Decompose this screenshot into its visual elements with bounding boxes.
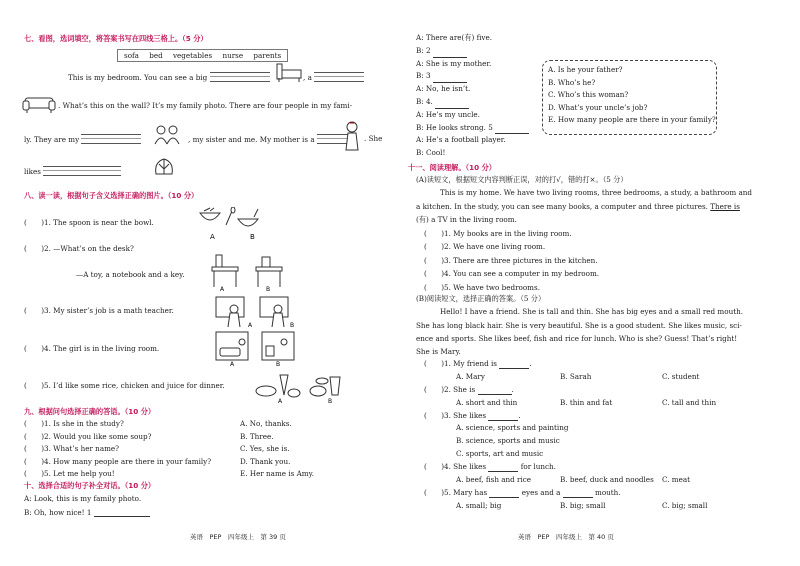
mc-option: C. big; small (662, 501, 708, 510)
passage-a-line: (有) a TV in the living room. (416, 215, 517, 224)
question-text: )5. I’d like some rice, chicken and juice for dinner. (41, 381, 225, 390)
s8-q4: ( )4. The girl is in the living room. (24, 344, 160, 353)
s7-text: , a (303, 73, 312, 82)
s9-q5: ( )5. Let me help you! (24, 469, 115, 478)
options-box (542, 60, 717, 135)
label-b: B (250, 233, 255, 241)
s9-q3: ( )3. What’s her name? (24, 444, 120, 453)
label-a: A (210, 233, 215, 241)
mc-q1: ( )1. My friend is . (424, 359, 532, 368)
question-text: )3. What’s her name? (41, 444, 120, 453)
nurse-icon (342, 120, 362, 152)
option-item: C. Who’s this woman? (548, 90, 629, 99)
mc-blank[interactable] (499, 368, 529, 369)
part-a-heading: (A)读短文，根据短文内容判断正误，对的打√，错的打×。（5 分） (416, 175, 628, 184)
food-icon (252, 367, 348, 403)
dialog-line: A: He’s my uncle. (416, 109, 480, 119)
dialog-text: B: 4. (416, 96, 433, 106)
tf-item: ( )4. You can see a computer in my bedroom. (424, 269, 600, 279)
part-b-heading: (B)阅读短文，选择正确的答案。（5 分） (416, 294, 546, 303)
question-text: )1. Is she in the study? (41, 419, 124, 428)
answer-option: B. Three. (240, 431, 274, 441)
dialog-line (416, 96, 529, 109)
tf-item: ( )5. We have two bedrooms. (424, 282, 540, 292)
room-icon (212, 330, 298, 366)
mc-q3: ( )3. She likes . (424, 411, 521, 420)
answer-option: C. Yes, she is. (240, 444, 290, 453)
label-a: A (248, 322, 253, 329)
question-text: )4. How many people are there in your family? (41, 456, 212, 466)
mc-blank[interactable] (478, 394, 512, 395)
dialog-blank-1[interactable] (94, 516, 150, 517)
bed-icon (275, 61, 303, 83)
right-footer: 英语 PEP 四年级上 第 40 页 (518, 533, 614, 541)
option-item: D. What’s your uncle’s job? (548, 102, 648, 112)
blank-5[interactable] (43, 166, 121, 176)
mc-option: A. beef, fish and rice (456, 475, 532, 484)
word-bank: sofa bed vegetables nurse parents (117, 49, 288, 62)
mc-option: B. science, sports and music (456, 436, 560, 445)
s8-q2b: —A toy, a notebook and a key. (76, 270, 185, 279)
s9-q1: ( )1. Is she in the study? (24, 419, 124, 428)
question-text: )1. My friend is (441, 359, 497, 368)
answer-option: A. No, thanks. (240, 419, 292, 428)
s7-text: ly. They are my (24, 135, 80, 144)
s9-answers (240, 418, 314, 481)
mc-blank[interactable] (563, 497, 593, 498)
s7-line4 (24, 166, 121, 176)
mc-q5: ( )5. Mary has eyes and a mouth. (424, 488, 621, 497)
dialog-text: B: He looks strong. 5 (416, 122, 493, 132)
mc-q4: ( )4. She likes for lunch. (424, 462, 556, 471)
passage-a-line (416, 202, 740, 211)
question-text: mouth. (595, 488, 621, 497)
s7-line3b (188, 134, 355, 144)
option-item: B. Who’s he? (548, 77, 596, 87)
mc-option: C. sports, art and music (456, 449, 544, 458)
question-text: )1. The spoon is near the bowl. (41, 218, 154, 227)
question-text: )3. My sister’s job is a math teacher. (41, 306, 174, 315)
mc-q2: ( )2. She is . (424, 385, 514, 394)
s9-q4: ( )4. How many people are there in your family? (24, 456, 212, 466)
mc-blank[interactable] (489, 497, 519, 498)
dialog-line (416, 70, 529, 83)
s10-line1: A: Look, this is my family photo. (24, 494, 142, 503)
s7-text: This is my bedroom. You can see a big (68, 73, 208, 82)
dialog-text: B: 3 (416, 71, 431, 81)
true-false-items (424, 227, 599, 294)
left-footer: 英语 PEP 四年级上 第 39 页 (190, 533, 286, 541)
dialog-text: B: 2 (416, 45, 431, 55)
label-b: B (290, 322, 295, 329)
label-b: B (276, 361, 281, 366)
dialog-line: A: No, he isn’t. (416, 84, 471, 94)
label-b: B (266, 286, 271, 291)
tf-text: )4. You can see a computer in my bedroom. (441, 269, 600, 279)
tf-item: ( )3. There are three pictures in the kitchen. (424, 255, 598, 265)
mc-blank[interactable] (488, 471, 518, 472)
question-text: )5. Let me help you! (41, 469, 115, 478)
section11-heading: 十一、阅读理解。（10 分） (408, 163, 496, 172)
question-text: )2. She is (441, 385, 476, 394)
passage-b-line: Hello! I have a friend. She is tall and thin. She has big eyes and a small red mouth. (440, 307, 744, 316)
s7-line1 (68, 72, 270, 82)
blank-2[interactable] (314, 72, 364, 82)
label-a: A (220, 286, 225, 291)
answer-option: D. Thank you. (240, 456, 291, 466)
question-text: )4. The girl is in the living room. (41, 344, 160, 353)
passage-b-line: ence and sports. She likes beef, fish and rice for lunch. Who is she? Guess! That’s right! (416, 334, 738, 343)
mc-option: C. tall and thin (662, 398, 717, 407)
section7-heading: 七、看图，选词填空，将答案书写在四线三格上。（5 分） (24, 34, 208, 43)
mc-option: A. science, sports and painting (456, 423, 569, 432)
s10-line2 (24, 508, 150, 517)
mc-option: A. small; big (456, 501, 502, 510)
dialog-text: B: Oh, how nice! 1 (24, 508, 92, 517)
blank-3[interactable] (81, 134, 141, 144)
passage-b-line: She is Mary. (416, 347, 461, 356)
tf-item: ( )2. We have one living room. (424, 242, 546, 252)
tf-text: )5. We have two bedrooms. (441, 282, 540, 292)
dialog-line: B: Cool! (416, 148, 446, 158)
mc-option: C. student (662, 372, 700, 381)
s8-q2: ( )2. —What’s on the desk? (24, 244, 134, 253)
passage-underlined: There is (710, 202, 740, 211)
s7-text: likes (24, 167, 41, 176)
sofa-icon (22, 92, 56, 114)
spoon-bowl-icon (196, 207, 266, 241)
parents-icon (152, 124, 182, 146)
right-page (400, 0, 800, 566)
question-text: for lunch. (520, 462, 556, 471)
section8-heading: 八、读一读，根据句子含义选择正确的图片。（10 分） (24, 191, 199, 200)
s7-line1b (303, 72, 364, 82)
s9-questions (24, 418, 211, 481)
question-text: eyes and a (521, 488, 561, 497)
vegetables-icon (152, 156, 176, 178)
passage-b-line: She has long black hair. She is very beautiful. She is a good student. She likes music, sci- (416, 321, 742, 330)
mc-option: B. Sarah (560, 372, 592, 381)
question-text: )2. Would you like some soup? (41, 431, 152, 441)
mc-option: A. Mary (456, 372, 485, 381)
passage-a-line: This is my home. We have two living rooms, three bedrooms, a study, a bathroom and (440, 188, 752, 197)
s8-q5: ( )5. I’d like some rice, chicken and juice for dinner. (24, 381, 225, 390)
question-text: )3. She likes (441, 411, 487, 420)
option-item: E. How many people are there in your family? (548, 115, 716, 124)
mc-option: B. beef, duck and noodles (560, 475, 654, 484)
mc-option: C. meat (662, 475, 691, 484)
s9-q2: ( )2. Would you like some soup? (24, 431, 152, 441)
dialog-line (416, 122, 529, 135)
blank-1[interactable] (210, 72, 270, 82)
tf-text: )1. My books are in the living room. (441, 229, 572, 238)
s7-text: , my sister and me. My mother is a (188, 135, 315, 144)
dialog-line (416, 45, 529, 58)
section10-heading: 十、选择合适的句子补全对话。（10 分） (24, 481, 156, 490)
label-b: B (328, 398, 333, 403)
dialog-line: A: There are(有) five. (416, 33, 492, 42)
dialog-line: A: She is my mother. (416, 58, 492, 68)
teacher-icon (212, 293, 296, 329)
desk-icon (208, 253, 290, 291)
s7-line2: . What’s this on the wall? It’s my family photo. There are four people in my fami- (58, 101, 353, 110)
tf-text: )2. We have one living room. (441, 242, 546, 252)
question-text: )2. —What’s on the desk? (41, 244, 134, 253)
answer-option: E. Her name is Amy. (240, 469, 314, 478)
mc-option: A. short and thin (456, 398, 518, 407)
s7-line3c: . She (364, 134, 383, 143)
dialog-lines (416, 32, 529, 160)
mc-option: B. thin and fat (560, 398, 613, 407)
tf-text: )3. There are three pictures in the kitchen. (441, 255, 598, 265)
tf-item: ( )1. My books are in the living room. (424, 229, 572, 238)
s8-q1: ( )1. The spoon is near the bowl. (24, 218, 154, 227)
mc-option: B. big; small (560, 501, 606, 510)
s7-line3 (24, 134, 141, 144)
option-item: A. Is he your father? (548, 65, 623, 74)
section9-heading: 九、根据问句选择正确的答语。（10 分） (24, 407, 156, 416)
label-a: A (230, 361, 235, 366)
dialog-line: A: He’s a football player. (416, 135, 506, 145)
question-text: )5. Mary has (441, 488, 488, 497)
s8-q3: ( )3. My sister’s job is a math teacher. (24, 306, 174, 315)
mc-blank[interactable] (488, 420, 518, 421)
passage-text: a kitchen. In the study, you can see many books, a computer and three pictures. (416, 202, 708, 211)
question-text: )4. She likes (441, 462, 487, 471)
label-a: A (278, 398, 283, 403)
